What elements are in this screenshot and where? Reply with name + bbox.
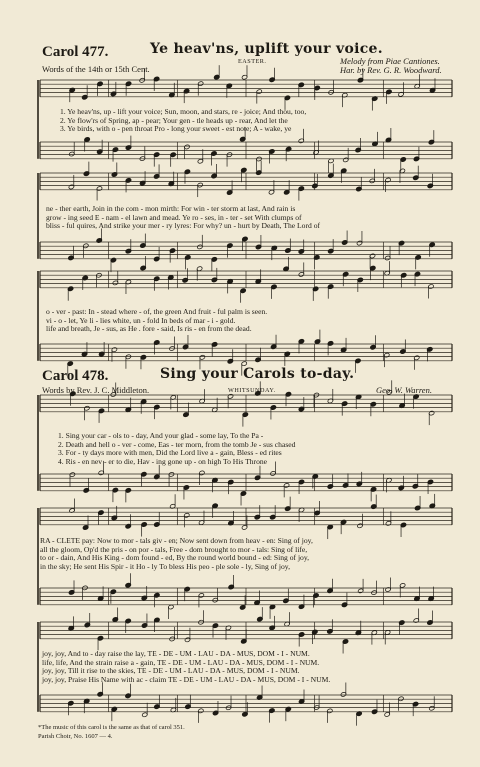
lyric-line: 2. Ye flow'rs of Spring, ap - pear; Your gen - tle heads up - rear, And let the bbox=[60, 115, 288, 125]
lyric-line: vi - o - let, Ye li - lies white, un - fold In beds of mar - i - gold. bbox=[46, 315, 236, 325]
lyric-line: life and breath, Je - sus, as He . fore - said, Is ris - en from the dead. bbox=[46, 324, 252, 334]
publisher-line: Parish Choir, No. 1607 — 4. bbox=[38, 733, 113, 740]
carol-477-system1-lyrics bbox=[60, 108, 306, 134]
lyric-line: all the gloom, Op'd the pris - on por - tals, Free - dom brought to mor - tals: Sing of life, bbox=[40, 544, 308, 554]
lyric-line: life, life, And the strain raise a - gain, TE - DE - UM - LAU - DA - MUS, DOM - I - NUM. bbox=[42, 657, 320, 667]
lyric-line: 1. Sing your car - ols to - day, And your glad - some lay, To the Pa - bbox=[58, 431, 264, 440]
lyric-line: to or - dain, And His King - dom found - ed, By the round world bound - ed: Sing of joy, bbox=[40, 553, 310, 563]
lyric-line: grow - ing seed E - nam - el lawn and mead. Ye ro - ses, in - ter - set With clumps of bbox=[46, 212, 302, 222]
lyric-line: ne - ther earth, Join in the com - mon mirth: For win - ter storm at last, And rain is bbox=[46, 204, 296, 213]
carol-478-system1-lyrics bbox=[58, 432, 295, 466]
lyric-line: 4. Ris - en nev - er to die, Hav - ing gone up - on high To His Throne bbox=[58, 456, 268, 466]
lyric-line: joy, joy, Praise His Name with ac - claim TE - DE - UM - LAU - DA - MUS, DOM - I - NUM. bbox=[42, 674, 331, 684]
lyric-line: in the sky; He sent His Spir - it Ho - ly To bless His peo - ple sole - ly, Sing of joy, bbox=[40, 561, 290, 571]
carol-477-occasion: EASTER. bbox=[238, 58, 267, 65]
carol-477-system2-lyrics bbox=[46, 205, 320, 231]
carol-478-number: Carol 478. bbox=[42, 368, 109, 384]
lyric-line: 2. Death and hell o - ver - come, Eas - ter morn, from the tomb Je - sus chased bbox=[58, 439, 296, 449]
carol-478-system2-lyrics bbox=[40, 537, 313, 571]
carol-477-melody-credit: Melody from Piae Cantiones. bbox=[340, 56, 440, 66]
carol-477-words-credit: Words of the 14th or 15th Cent. bbox=[42, 64, 150, 74]
lyric-line: joy, joy, Till it rise to the skies, TE - DE - UM - LAU - DA - MUS, DOM - I - NUM. bbox=[42, 666, 300, 676]
lyric-line: 3. For - ty days more with men, Did the Lord live a - gain, Bless - ed rites bbox=[58, 448, 282, 458]
footnote: *The music of this carol is the same as that of carol 351. bbox=[38, 724, 185, 731]
carol-478-title: Sing your Carols to-day. bbox=[160, 366, 355, 382]
lyric-line: 1. Ye heav'ns, up - lift your voice; Sun, moon, and stars, re - joice; And thou, too, bbox=[60, 107, 307, 116]
lyric-line: o - ver - past: In - stead where - of, the green And fruit - ful palm is seen. bbox=[46, 307, 268, 316]
lyric-line: 3. Ye birds, with o - pen throat Pro - long your sweet - est note; A - wake, ye bbox=[60, 124, 292, 134]
carol-477-system3-lyrics bbox=[46, 308, 267, 334]
carol-478-words-credit: Words by Rev. J. C. Middleton. bbox=[42, 385, 150, 395]
carol-477-harmony-credit: Har. by Rev. G. R. Woodward. bbox=[340, 65, 442, 75]
carol-478-composer-credit: Geo. W. Warren. bbox=[376, 385, 432, 395]
lyric-line: joy, joy, And to - day raise the lay, TE - DE - UM - LAU - DA - MUS, DOM - I - NUM. bbox=[42, 649, 310, 658]
carol-477-number: Carol 477. bbox=[42, 44, 109, 60]
carol-478-occasion: WHITSUNDAY. bbox=[228, 387, 276, 394]
lyric-line: RA - CLETE pay: Now to mor - tals giv - en; Now sent down from heav - en: Sing of joy, bbox=[40, 536, 313, 545]
lyric-line: bliss - ful quires, And strike your mer - ry lyres: For why? un - hurt by Death, The Lord of bbox=[46, 221, 321, 231]
carol-478-system3-lyrics bbox=[42, 650, 330, 684]
carol-477-title: Ye heav'ns, uplift your voice. bbox=[150, 41, 383, 57]
